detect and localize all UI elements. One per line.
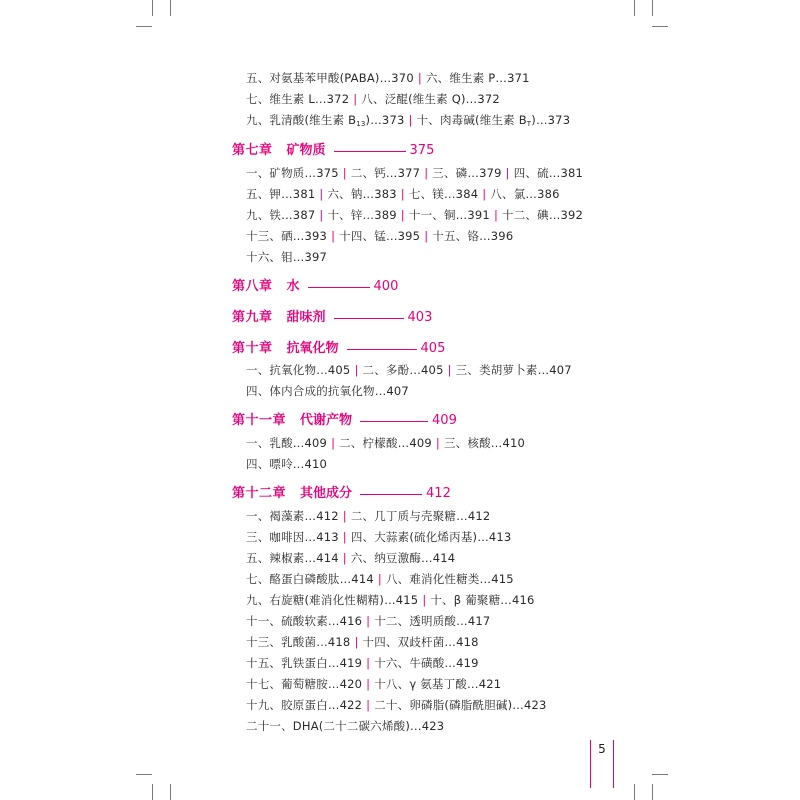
chapter-number: 第十二章 [232,486,287,501]
toc-entry[interactable]: 十九、胶原蛋白…422 [246,698,363,712]
entry-separator: | [366,656,371,670]
chapter-heading-11[interactable] [232,413,457,429]
toc-entry[interactable]: 十六、钼…397 [246,250,328,264]
toc-entry[interactable]: 十四、锰…395 [339,229,421,243]
toc-entry[interactable]: 十六、牛磺酸…419 [374,656,479,670]
chapter-number: 第七章 [232,143,273,158]
toc-entry[interactable]: 六、钠…383 [327,187,397,201]
entry-separator: | [354,635,359,649]
toc-entry[interactable]: 十一、硫酸软素…416 [246,614,363,628]
toc-line [246,166,583,180]
entry-separator: | [342,166,347,180]
chapter-heading-9[interactable] [232,310,432,326]
toc-entry[interactable]: 八、泛醌(维生素 Q)…372 [361,92,500,106]
toc-entry[interactable]: 六、纳豆激酶…414 [350,551,456,565]
toc-entry[interactable]: 八、氯…386 [490,187,560,201]
entry-separator: | [342,509,347,523]
toc-entry[interactable]: 十三、乳酸菌…418 [246,635,351,649]
toc-entry[interactable]: 二、柠檬酸…409 [339,436,432,450]
entry-separator: | [482,187,487,201]
toc-line [246,593,535,607]
entry-text: )…373 [531,113,571,127]
entry-separator: | [331,436,336,450]
toc-entry[interactable]: 九、铁…387 [246,208,316,222]
toc-entry[interactable]: 一、乳酸…409 [246,436,328,450]
entry-separator: | [319,187,324,201]
toc-entry[interactable]: 七、镁…384 [408,187,479,201]
entry-separator: | [447,363,452,377]
toc-line [246,384,409,398]
entry-separator: | [493,208,499,222]
toc-entry[interactable]: 一、矿物质…375 [246,166,339,180]
toc-entry[interactable]: 十、β 葡聚糖…416 [430,593,535,607]
toc-entry[interactable]: 十四、双歧杆菌…418 [362,635,479,649]
toc-entry[interactable]: 三、类胡萝卜素…407 [455,363,572,377]
toc-entry[interactable] [417,113,571,127]
chapter-page: 412 [426,486,451,501]
toc-entry[interactable]: 九、右旋糖(难消化性糊精)…415 [246,593,419,607]
toc-entry[interactable]: 二、钙…377 [350,166,421,180]
toc-line [246,363,572,377]
toc-entry[interactable] [246,113,404,127]
page-number: 5 [598,742,606,756]
toc-entry[interactable]: 五、辣椒素…414 [246,551,339,565]
subscript: T [526,120,532,128]
chapter-page: 375 [409,143,435,158]
toc-line [246,572,514,586]
entry-separator: | [331,229,336,243]
entry-separator: | [505,166,510,180]
chapter-number: 第八章 [232,279,273,294]
chapter-title: 其他成分 [300,486,353,501]
toc-entry[interactable]: 七、维生素 L…372 [246,92,350,106]
toc-line [246,509,490,523]
toc-line [246,530,511,544]
chapter-title: 抗氧化物 [286,341,339,356]
entry-separator: | [422,593,427,607]
chapter-page: 405 [420,341,446,356]
toc-line [246,551,455,565]
toc-entry[interactable]: 十五、乳铁蛋白…419 [246,656,363,670]
toc-entry[interactable]: 一、抗氧化物…405 [246,363,351,377]
toc-entry[interactable]: 二十一、DHA(二十二碳六烯酸)…423 [246,719,445,733]
entry-separator: | [417,71,422,85]
toc-entry[interactable]: 八、难消化性糖类…415 [385,572,514,586]
toc-entry[interactable]: 十五、铬…396 [432,229,514,243]
toc-line [246,71,530,85]
toc-line [246,92,500,106]
entry-separator: | [366,677,371,691]
toc-entry[interactable]: 四、硫…381 [513,166,584,180]
toc-line [246,656,479,670]
toc-entry[interactable]: 十二、透明质酸…417 [374,614,491,628]
toc-entry[interactable]: 十八、γ 氨基丁酸…421 [374,677,502,691]
toc-line [246,677,501,691]
toc-entry[interactable]: 七、酪蛋白磷酸肽…414 [246,572,374,586]
entry-separator: | [424,229,429,243]
toc-line [246,614,490,628]
entry-separator: | [400,187,405,201]
toc-entry[interactable]: 十三、硒…393 [246,229,328,243]
toc-entry[interactable]: 三、核酸…410 [443,436,526,450]
toc-entry[interactable]: 十一、铜…391 [408,208,490,222]
chapter-heading-12[interactable] [232,486,451,502]
leader-line [334,318,404,319]
toc-entry[interactable]: 五、钾…381 [246,187,316,201]
toc-line [246,187,560,201]
toc-entry[interactable]: 二十、卵磷脂(磷脂酰胆碱)…423 [374,698,547,712]
entry-separator: | [353,92,358,106]
entry-separator: | [408,113,413,127]
chapter-page: 403 [407,310,433,325]
chapter-number: 第十一章 [232,413,287,428]
entry-separator: | [319,208,324,222]
toc-entry[interactable]: 十、锌…389 [327,208,397,222]
entry-text: 十、肉毒碱(维生素 B [416,113,527,127]
leader-line [308,287,370,288]
toc-line [246,457,327,471]
chapter-heading-7[interactable] [232,143,434,159]
toc-entry[interactable]: 五、对氨基苯甲酸(PABA)…370 [246,71,414,85]
page-number-box [590,740,614,788]
toc-entry[interactable]: 六、维生素 P…371 [425,71,530,85]
toc-entry[interactable]: 十七、葡萄糖胺…420 [246,677,363,691]
entry-separator: | [366,614,371,628]
chapter-title: 代谢产物 [300,413,353,428]
toc-line [246,113,570,131]
toc-line [246,698,547,712]
entry-separator: | [435,436,440,450]
entry-separator: | [354,363,359,377]
entry-text: 九、乳清酸(维生素 B [246,113,357,127]
entry-separator: | [342,530,347,544]
chapter-heading-8[interactable] [232,279,398,295]
toc-line [246,635,479,649]
chapter-number: 第十章 [232,341,273,356]
chapter-number: 第九章 [232,310,273,325]
toc-line [246,208,583,222]
leader-line [360,494,422,495]
chapter-heading-10[interactable] [232,341,445,357]
toc-entry[interactable]: 一、褐藻素…412 [246,509,339,523]
chapter-page: 400 [373,279,399,294]
toc-line [246,719,444,733]
entry-separator: | [377,572,382,586]
chapter-title: 水 [286,279,300,294]
entry-text: )…373 [365,113,405,127]
toc-entry[interactable]: 二、多酚…405 [362,363,444,377]
toc-entry[interactable]: 十二、碘…392 [502,208,584,222]
leader-line [347,349,417,350]
entry-separator: | [400,208,405,222]
toc-line [246,250,327,264]
toc-entry[interactable]: 四、体内合成的抗氧化物…407 [246,384,409,398]
leader-line [334,151,406,152]
entry-separator: | [366,698,371,712]
toc-entry[interactable]: 四、嘌呤…410 [246,457,328,471]
subscript: 13 [356,120,366,128]
entry-separator: | [342,551,347,565]
leader-line [360,421,428,422]
toc-entry[interactable]: 三、磷…379 [432,166,502,180]
toc-line [246,229,513,243]
chapter-title: 矿物质 [286,143,326,158]
toc-line [246,436,525,450]
chapter-page: 409 [432,413,457,428]
toc-entry[interactable]: 四、大蒜素(硫化烯丙基)…413 [350,530,512,544]
entry-separator: | [424,166,429,180]
toc-entry[interactable]: 三、咖啡因…413 [246,530,339,544]
toc-entry[interactable]: 二、几丁质与壳聚糖…412 [350,509,491,523]
chapter-title: 甜味剂 [286,310,326,325]
